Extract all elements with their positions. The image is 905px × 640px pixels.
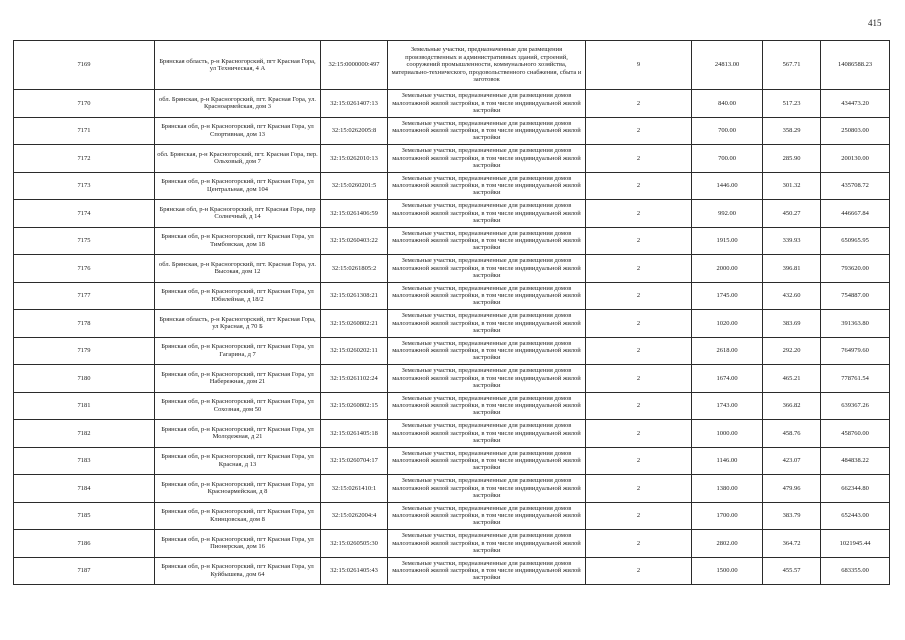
address-cell: Брянская обл, р-н Красногорский, пгт Красная Гора, ул Молодежная, д 21 [155, 420, 321, 448]
land-use-purpose-cell: Земельные участки, предназначенные для размещения домов малоэтажной жилой застройки, в том числе индивидуальной жилой застройки [388, 557, 586, 585]
table-row [14, 227, 890, 255]
land-use-purpose-cell: Земельные участки, предназначенные для размещения домов малоэтажной жилой застройки, в том числе индивидуальной жилой застройки [388, 255, 586, 283]
specific-value-cell: 292.20 [763, 337, 821, 365]
use-code-cell: 2 [586, 337, 692, 365]
specific-value-cell: 450.27 [763, 200, 821, 228]
cadastral-number-cell: 32:15:0261410:1 [321, 475, 388, 503]
row-number-cell: 7177 [14, 282, 155, 310]
area-cell: 1446.00 [692, 172, 763, 200]
table-row [14, 117, 890, 145]
area-cell: 1020.00 [692, 310, 763, 338]
cadastral-value-cell: 446667.84 [821, 200, 890, 228]
cadastral-value-cell: 764979.60 [821, 337, 890, 365]
use-code-cell: 2 [586, 502, 692, 530]
area-cell: 1700.00 [692, 502, 763, 530]
specific-value-cell: 465.21 [763, 365, 821, 393]
specific-value-cell: 366.82 [763, 392, 821, 420]
cadastral-value-cell: 793620.00 [821, 255, 890, 283]
cadastral-number-cell: 32:15:0260802:21 [321, 310, 388, 338]
cadastral-value-cell: 14086588.23 [821, 41, 890, 90]
specific-value-cell: 432.60 [763, 282, 821, 310]
row-number-cell: 7175 [14, 227, 155, 255]
area-cell: 700.00 [692, 145, 763, 173]
table-row [14, 365, 890, 393]
row-number-cell: 7179 [14, 337, 155, 365]
use-code-cell: 2 [586, 392, 692, 420]
row-number-cell: 7169 [14, 41, 155, 90]
specific-value-cell: 567.71 [763, 41, 821, 90]
specific-value-cell: 339.93 [763, 227, 821, 255]
use-code-cell: 2 [586, 365, 692, 393]
use-code-cell: 9 [586, 41, 692, 90]
cadastral-number-cell: 32:15:0262005:8 [321, 117, 388, 145]
cadastral-number-cell: 32:15:0261406:59 [321, 200, 388, 228]
cadastral-value-cell: 652443.00 [821, 502, 890, 530]
address-cell: Брянская обл, р-н Красногорский, пгт Красная Гора, ул Юбилейная, д 18/2 [155, 282, 321, 310]
table-row [14, 310, 890, 338]
cadastral-number-cell: 32:15:0261308:21 [321, 282, 388, 310]
land-use-purpose-cell: Земельные участки, предназначенные для размещения домов малоэтажной жилой застройки, в том числе индивидуальной жилой застройки [388, 200, 586, 228]
table-row [14, 282, 890, 310]
address-cell: обл. Брянская, р-н Красногорский, пгт. Красная Гора, пер. Ольховый, дом 7 [155, 145, 321, 173]
address-cell: Брянская область, р-н Красногорский, пгт Красная Гора, ул Красная, д 70 Б [155, 310, 321, 338]
area-cell: 1745.00 [692, 282, 763, 310]
land-use-purpose-cell: Земельные участки, предназначенные для размещения домов малоэтажной жилой застройки, в том числе индивидуальной жилой застройки [388, 420, 586, 448]
specific-value-cell: 458.76 [763, 420, 821, 448]
cadastral-value-cell: 639367.26 [821, 392, 890, 420]
cadastral-value-cell: 683355.00 [821, 557, 890, 585]
address-cell: Брянская обл, р-н Красногорский, пгт Красная Гора, ул Клинцовская, дом 8 [155, 502, 321, 530]
address-cell: Брянская обл, р-н Красногорский, пгт Красная Гора, ул Пионерская, дом 16 [155, 530, 321, 558]
land-use-purpose-cell: Земельные участки, предназначенные для размещения домов малоэтажной жилой застройки, в том числе индивидуальной жилой застройки [388, 475, 586, 503]
row-number-cell: 7182 [14, 420, 155, 448]
table-row [14, 172, 890, 200]
use-code-cell: 2 [586, 200, 692, 228]
cadastral-value-cell: 435708.72 [821, 172, 890, 200]
specific-value-cell: 358.29 [763, 117, 821, 145]
cadastral-value-cell: 434473.20 [821, 90, 890, 118]
land-use-purpose-cell: Земельные участки, предназначенные для размещения домов малоэтажной жилой застройки, в том числе индивидуальной жилой застройки [388, 365, 586, 393]
land-use-purpose-cell: Земельные участки, предназначенные для размещения производственных и административных зданий, строений, сооружений промышленности, коммунального хозяйства, материально-технического, продовольственного снабжения, сбыта и заготовок [388, 41, 586, 90]
specific-value-cell: 517.23 [763, 90, 821, 118]
cadastral-value-cell: 754887.00 [821, 282, 890, 310]
use-code-cell: 2 [586, 310, 692, 338]
row-number-cell: 7172 [14, 145, 155, 173]
area-cell: 1915.00 [692, 227, 763, 255]
use-code-cell: 2 [586, 557, 692, 585]
table-row [14, 447, 890, 475]
row-number-cell: 7186 [14, 530, 155, 558]
area-cell: 1743.00 [692, 392, 763, 420]
table-row [14, 41, 890, 90]
cadastral-value-table [13, 40, 890, 585]
table-row [14, 530, 890, 558]
table-row [14, 200, 890, 228]
row-number-cell: 7178 [14, 310, 155, 338]
area-cell: 2802.00 [692, 530, 763, 558]
cadastral-number-cell: 32:15:0261405:18 [321, 420, 388, 448]
address-cell: Брянская обл, р-н Красногорский, пгт Красная Гора, пер Солнечный, д 14 [155, 200, 321, 228]
specific-value-cell: 396.81 [763, 255, 821, 283]
specific-value-cell: 301.32 [763, 172, 821, 200]
address-cell: Брянская обл, р-н Красногорский, пгт Красная Гора, ул Спортивная, дом 13 [155, 117, 321, 145]
specific-value-cell: 479.96 [763, 475, 821, 503]
use-code-cell: 2 [586, 420, 692, 448]
specific-value-cell: 423.07 [763, 447, 821, 475]
land-use-purpose-cell: Земельные участки, предназначенные для размещения домов малоэтажной жилой застройки, в том числе индивидуальной жилой застройки [388, 282, 586, 310]
table-row [14, 337, 890, 365]
area-cell: 2000.00 [692, 255, 763, 283]
table-row [14, 420, 890, 448]
cadastral-value-cell: 650965.95 [821, 227, 890, 255]
cadastral-number-cell: 32:15:0262010:13 [321, 145, 388, 173]
row-number-cell: 7187 [14, 557, 155, 585]
row-number-cell: 7170 [14, 90, 155, 118]
table-row [14, 145, 890, 173]
cadastral-value-cell: 200130.00 [821, 145, 890, 173]
row-number-cell: 7174 [14, 200, 155, 228]
cadastral-value-cell: 458760.00 [821, 420, 890, 448]
land-use-purpose-cell: Земельные участки, предназначенные для размещения домов малоэтажной жилой застройки, в том числе индивидуальной жилой застройки [388, 90, 586, 118]
area-cell: 1380.00 [692, 475, 763, 503]
address-cell: обл. Брянская, р-н Красногорский, пгт. Красная Гора, ул. Высокая, дом 12 [155, 255, 321, 283]
table-row [14, 475, 890, 503]
land-use-purpose-cell: Земельные участки, предназначенные для размещения домов малоэтажной жилой застройки, в том числе индивидуальной жилой застройки [388, 392, 586, 420]
area-cell: 2618.00 [692, 337, 763, 365]
area-cell: 24813.00 [692, 41, 763, 90]
cadastral-number-cell: 32:15:0260802:15 [321, 392, 388, 420]
area-cell: 700.00 [692, 117, 763, 145]
cadastral-value-cell: 484838.22 [821, 447, 890, 475]
land-use-purpose-cell: Земельные участки, предназначенные для размещения домов малоэтажной жилой застройки, в том числе индивидуальной жилой застройки [388, 530, 586, 558]
land-use-purpose-cell: Земельные участки, предназначенные для размещения домов малоэтажной жилой застройки, в том числе индивидуальной жилой застройки [388, 145, 586, 173]
cadastral-value-cell: 250803.00 [821, 117, 890, 145]
specific-value-cell: 364.72 [763, 530, 821, 558]
row-number-cell: 7173 [14, 172, 155, 200]
use-code-cell: 2 [586, 255, 692, 283]
area-cell: 1500.00 [692, 557, 763, 585]
cadastral-value-cell: 778761.54 [821, 365, 890, 393]
use-code-cell: 2 [586, 172, 692, 200]
row-number-cell: 7171 [14, 117, 155, 145]
land-use-purpose-cell: Земельные участки, предназначенные для размещения домов малоэтажной жилой застройки, в том числе индивидуальной жилой застройки [388, 172, 586, 200]
cadastral-value-cell: 662344.80 [821, 475, 890, 503]
cadastral-number-cell: 32:15:0261102:24 [321, 365, 388, 393]
address-cell: Брянская обл, р-н Красногорский, пгт Красная Гора, ул Гагарина, д 7 [155, 337, 321, 365]
use-code-cell: 2 [586, 117, 692, 145]
land-use-purpose-cell: Земельные участки, предназначенные для размещения домов малоэтажной жилой застройки, в том числе индивидуальной жилой застройки [388, 337, 586, 365]
table-row [14, 502, 890, 530]
row-number-cell: 7185 [14, 502, 155, 530]
land-use-purpose-cell: Земельные участки, предназначенные для размещения домов малоэтажной жилой застройки, в том числе индивидуальной жилой застройки [388, 310, 586, 338]
page-number: 415 [868, 18, 882, 28]
land-use-purpose-cell: Земельные участки, предназначенные для размещения домов малоэтажной жилой застройки, в том числе индивидуальной жилой застройки [388, 117, 586, 145]
area-cell: 1674.00 [692, 365, 763, 393]
row-number-cell: 7183 [14, 447, 155, 475]
row-number-cell: 7176 [14, 255, 155, 283]
address-cell: Брянская обл, р-н Красногорский, пгт Красная Гора, ул Набережная, дом 21 [155, 365, 321, 393]
table-row [14, 557, 890, 585]
use-code-cell: 2 [586, 145, 692, 173]
cadastral-value-cell: 1021945.44 [821, 530, 890, 558]
use-code-cell: 2 [586, 475, 692, 503]
cadastral-number-cell: 32:15:0000000:497 [321, 41, 388, 90]
cadastral-number-cell: 32:15:0262004:4 [321, 502, 388, 530]
use-code-cell: 2 [586, 90, 692, 118]
address-cell: обл. Брянская, р-н Красногорский, пгт. Красная Гора, ул. Красноармейская, дом 3 [155, 90, 321, 118]
area-cell: 992.00 [692, 200, 763, 228]
address-cell: Брянская обл, р-н Красногорский, пгт Красная Гора, ул Тимбовская, дом 18 [155, 227, 321, 255]
table-row [14, 90, 890, 118]
address-cell: Брянская обл, р-н Красногорский, пгт Красная Гора, ул Центральная, дом 104 [155, 172, 321, 200]
specific-value-cell: 383.69 [763, 310, 821, 338]
use-code-cell: 2 [586, 282, 692, 310]
land-use-purpose-cell: Земельные участки, предназначенные для размещения домов малоэтажной жилой застройки, в том числе индивидуальной жилой застройки [388, 502, 586, 530]
cadastral-number-cell: 32:15:0260704:17 [321, 447, 388, 475]
area-cell: 1000.00 [692, 420, 763, 448]
specific-value-cell: 455.57 [763, 557, 821, 585]
cadastral-value-cell: 391363.80 [821, 310, 890, 338]
row-number-cell: 7184 [14, 475, 155, 503]
cadastral-number-cell: 32:15:0261805:2 [321, 255, 388, 283]
address-cell: Брянская обл, р-н Красногорский, пгт Красная Гора, ул Красная, д 13 [155, 447, 321, 475]
area-cell: 1146.00 [692, 447, 763, 475]
cadastral-number-cell: 32:15:0261407:13 [321, 90, 388, 118]
row-number-cell: 7181 [14, 392, 155, 420]
cadastral-number-cell: 32:15:0260403:22 [321, 227, 388, 255]
land-use-purpose-cell: Земельные участки, предназначенные для размещения домов малоэтажной жилой застройки, в том числе индивидуальной жилой застройки [388, 227, 586, 255]
cadastral-number-cell: 32:15:0260505:30 [321, 530, 388, 558]
specific-value-cell: 383.79 [763, 502, 821, 530]
address-cell: Брянская обл, р-н Красногорский, пгт Красная Гора, ул Сохозная, дом 50 [155, 392, 321, 420]
specific-value-cell: 285.90 [763, 145, 821, 173]
address-cell: Брянская область, р-н Красногорский, пгт Красная Гора, ул Техническая, 4 А [155, 41, 321, 90]
use-code-cell: 2 [586, 530, 692, 558]
cadastral-number-cell: 32:15:0260201:5 [321, 172, 388, 200]
table-body [14, 41, 890, 585]
table-row [14, 255, 890, 283]
cadastral-number-cell: 32:15:0260202:11 [321, 337, 388, 365]
area-cell: 840.00 [692, 90, 763, 118]
address-cell: Брянская обл, р-н Красногорский, пгт Красная Гора, ул Красноармейская, д 8 [155, 475, 321, 503]
use-code-cell: 2 [586, 227, 692, 255]
cadastral-number-cell: 32:15:0261405:43 [321, 557, 388, 585]
row-number-cell: 7180 [14, 365, 155, 393]
use-code-cell: 2 [586, 447, 692, 475]
table-row [14, 392, 890, 420]
address-cell: Брянская обл, р-н Красногорский, пгт Красная Гора, ул Куйбышева, дом 64 [155, 557, 321, 585]
land-use-purpose-cell: Земельные участки, предназначенные для размещения домов малоэтажной жилой застройки, в том числе индивидуальной жилой застройки [388, 447, 586, 475]
